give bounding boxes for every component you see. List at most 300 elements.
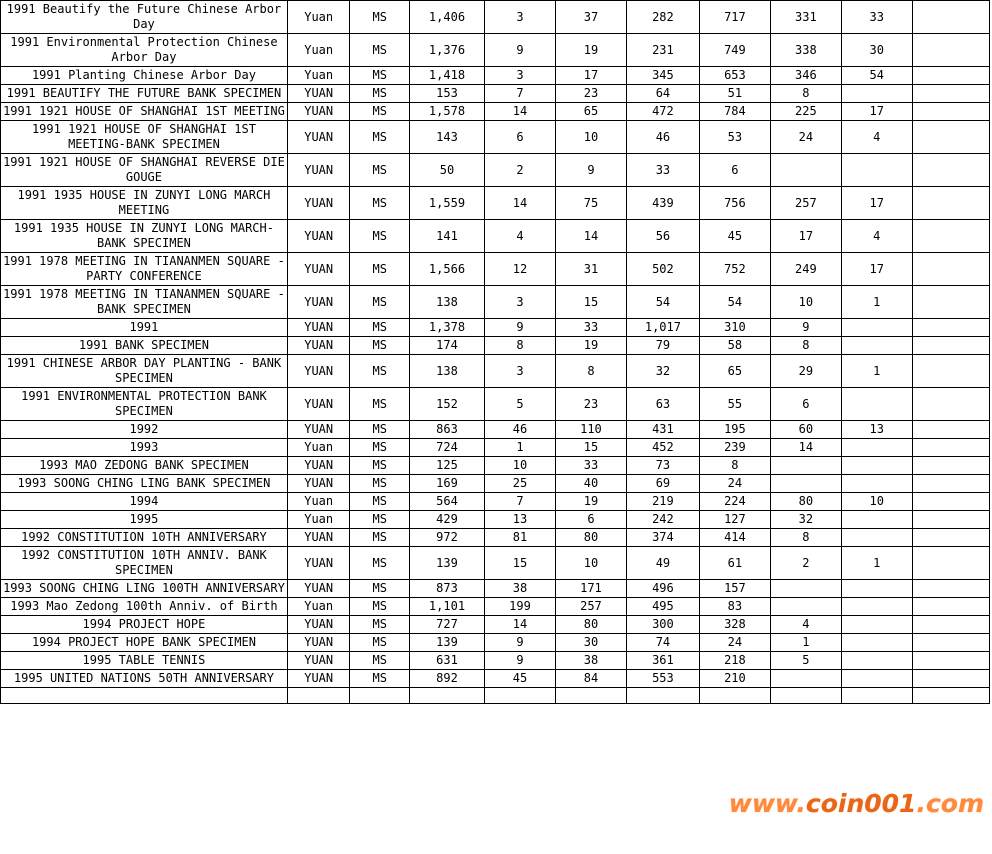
cell-g6: [841, 529, 912, 547]
cell-g7: [912, 457, 989, 475]
cell-g6: [841, 439, 912, 457]
cell-g4: 310: [699, 319, 770, 337]
cell-g3: 282: [626, 1, 699, 34]
cell-g7: [912, 439, 989, 457]
table-row: [1, 547, 990, 580]
cell-g5: 338: [770, 34, 841, 67]
cell-g1: 81: [485, 529, 556, 547]
cell-g7: [912, 547, 989, 580]
cell-g7: [912, 253, 989, 286]
cell-g6: [841, 388, 912, 421]
cell-g7: [912, 337, 989, 355]
cell-description: 1995 TABLE TENNIS: [1, 652, 288, 670]
cell-g6: [841, 85, 912, 103]
cell-g5: 331: [770, 1, 841, 34]
cell-g5: 4: [770, 616, 841, 634]
cell-g3: 64: [626, 85, 699, 103]
cell-denomination: Yuan: [287, 598, 350, 616]
cell-total: 1,378: [409, 319, 484, 337]
cell-description: 1991 1921 HOUSE OF SHANGHAI 1ST MEETING: [1, 103, 288, 121]
cell-denomination: YUAN: [287, 475, 350, 493]
cell-denomination: YUAN: [287, 421, 350, 439]
cell-g4: 414: [699, 529, 770, 547]
cell-g3: 431: [626, 421, 699, 439]
cell-grade_type: MS: [350, 220, 409, 253]
cell-g1: 13: [485, 511, 556, 529]
cell-g3: 54: [626, 286, 699, 319]
cell-g1: 14: [485, 103, 556, 121]
cell-g6: [841, 154, 912, 187]
cell-total: 143: [409, 121, 484, 154]
cell-total: 724: [409, 439, 484, 457]
table-row: [1, 688, 990, 704]
table-row: [1, 220, 990, 253]
cell-g4: 53: [699, 121, 770, 154]
cell-g2: 30: [555, 634, 626, 652]
cell-g6: 33: [841, 1, 912, 34]
cell-total: 153: [409, 85, 484, 103]
cell-g3: 79: [626, 337, 699, 355]
cell-total: 139: [409, 634, 484, 652]
cell-g7: [912, 475, 989, 493]
cell-g2: 19: [555, 337, 626, 355]
cell-g3: 553: [626, 670, 699, 688]
cell-denomination: YUAN: [287, 670, 350, 688]
cell-g1: 9: [485, 652, 556, 670]
watermark-prefix: www.: [728, 789, 806, 818]
cell-g1: 1: [485, 439, 556, 457]
cell-g7: [912, 85, 989, 103]
cell-description: 1994: [1, 493, 288, 511]
cell-grade_type: MS: [350, 103, 409, 121]
cell-g1: [485, 688, 556, 704]
cell-denomination: YUAN: [287, 457, 350, 475]
cell-denomination: YUAN: [287, 388, 350, 421]
table-row: [1, 1, 990, 34]
cell-g5: 8: [770, 85, 841, 103]
cell-g6: 17: [841, 253, 912, 286]
cell-description: 1994 PROJECT HOPE BANK SPECIMEN: [1, 634, 288, 652]
cell-g7: [912, 421, 989, 439]
cell-description: 1992 CONSTITUTION 10TH ANNIVERSARY: [1, 529, 288, 547]
cell-total: 863: [409, 421, 484, 439]
cell-g5: 8: [770, 337, 841, 355]
cell-g2: 9: [555, 154, 626, 187]
cell-description: 1994 PROJECT HOPE: [1, 616, 288, 634]
cell-g5: 6: [770, 388, 841, 421]
cell-g2: 33: [555, 457, 626, 475]
cell-g4: 756: [699, 187, 770, 220]
cell-g2: 33: [555, 319, 626, 337]
cell-g6: 13: [841, 421, 912, 439]
cell-g3: 49: [626, 547, 699, 580]
cell-g7: [912, 493, 989, 511]
cell-g2: [555, 688, 626, 704]
cell-denomination: Yuan: [287, 493, 350, 511]
cell-g2: 80: [555, 529, 626, 547]
cell-g7: [912, 1, 989, 34]
cell-g5: 29: [770, 355, 841, 388]
table-row: [1, 34, 990, 67]
cell-denomination: YUAN: [287, 652, 350, 670]
table-row: [1, 319, 990, 337]
cell-g7: [912, 67, 989, 85]
cell-g6: [841, 319, 912, 337]
cell-g2: 84: [555, 670, 626, 688]
table-body: [1, 1, 990, 704]
cell-grade_type: MS: [350, 286, 409, 319]
cell-denomination: YUAN: [287, 337, 350, 355]
cell-g4: 54: [699, 286, 770, 319]
cell-grade_type: MS: [350, 187, 409, 220]
cell-grade_type: MS: [350, 529, 409, 547]
cell-denomination: YUAN: [287, 154, 350, 187]
cell-description: 1993: [1, 439, 288, 457]
cell-g4: 195: [699, 421, 770, 439]
cell-g5: 14: [770, 439, 841, 457]
cell-total: 1,418: [409, 67, 484, 85]
cell-description: 1993 SOONG CHING LING BANK SPECIMEN: [1, 475, 288, 493]
cell-g6: [841, 670, 912, 688]
cell-description: 1991 1978 MEETING IN TIANANMEN SQUARE - BANK SPECIMEN: [1, 286, 288, 319]
table-row: [1, 253, 990, 286]
cell-description: 1991 BANK SPECIMEN: [1, 337, 288, 355]
cell-g1: 38: [485, 580, 556, 598]
cell-g2: 37: [555, 1, 626, 34]
cell-g1: 7: [485, 85, 556, 103]
cell-denomination: YUAN: [287, 121, 350, 154]
cell-g6: [841, 616, 912, 634]
cell-g7: [912, 616, 989, 634]
cell-g4: 749: [699, 34, 770, 67]
watermark: [729, 789, 984, 818]
cell-g4: 61: [699, 547, 770, 580]
table-row: [1, 286, 990, 319]
cell-g5: [770, 475, 841, 493]
cell-total: 138: [409, 286, 484, 319]
cell-g4: 157: [699, 580, 770, 598]
cell-g6: 17: [841, 103, 912, 121]
table-row: [1, 388, 990, 421]
cell-g7: [912, 670, 989, 688]
cell-denomination: Yuan: [287, 511, 350, 529]
cell-grade_type: MS: [350, 67, 409, 85]
cell-g2: 31: [555, 253, 626, 286]
cell-grade_type: MS: [350, 154, 409, 187]
cell-g3: [626, 688, 699, 704]
table-row: [1, 598, 990, 616]
cell-description: 1993 MAO ZEDONG BANK SPECIMEN: [1, 457, 288, 475]
cell-grade_type: MS: [350, 547, 409, 580]
cell-g1: 5: [485, 388, 556, 421]
cell-g3: 452: [626, 439, 699, 457]
cell-g2: 15: [555, 286, 626, 319]
cell-g3: 69: [626, 475, 699, 493]
cell-total: 892: [409, 670, 484, 688]
table-row: [1, 421, 990, 439]
cell-g6: 1: [841, 547, 912, 580]
cell-g1: 10: [485, 457, 556, 475]
cell-g1: 15: [485, 547, 556, 580]
cell-g2: 19: [555, 493, 626, 511]
cell-g7: [912, 154, 989, 187]
cell-g2: 8: [555, 355, 626, 388]
cell-g3: 231: [626, 34, 699, 67]
cell-g4: 127: [699, 511, 770, 529]
cell-g4: 239: [699, 439, 770, 457]
cell-total: 1,559: [409, 187, 484, 220]
cell-description: 1993 SOONG CHING LING 100TH ANNIVERSARY: [1, 580, 288, 598]
cell-total: 50: [409, 154, 484, 187]
cell-denomination: Yuan: [287, 34, 350, 67]
cell-grade_type: MS: [350, 1, 409, 34]
cell-g4: 328: [699, 616, 770, 634]
cell-g5: [770, 670, 841, 688]
cell-g3: 219: [626, 493, 699, 511]
cell-g2: 23: [555, 85, 626, 103]
cell-total: 125: [409, 457, 484, 475]
cell-g5: 80: [770, 493, 841, 511]
cell-denomination: YUAN: [287, 187, 350, 220]
cell-g6: 4: [841, 121, 912, 154]
cell-g5: 225: [770, 103, 841, 121]
cell-g1: 9: [485, 319, 556, 337]
cell-g5: 9: [770, 319, 841, 337]
cell-g4: [699, 688, 770, 704]
cell-g2: 40: [555, 475, 626, 493]
cell-grade_type: MS: [350, 253, 409, 286]
table-row: [1, 493, 990, 511]
cell-g4: 210: [699, 670, 770, 688]
cell-g1: 46: [485, 421, 556, 439]
cell-g1: 3: [485, 286, 556, 319]
cell-g4: 784: [699, 103, 770, 121]
cell-g3: 496: [626, 580, 699, 598]
cell-description: 1991: [1, 319, 288, 337]
cell-g5: 346: [770, 67, 841, 85]
cell-description: 1992 CONSTITUTION 10TH ANNIV. BANK SPECIMEN: [1, 547, 288, 580]
cell-g5: 5: [770, 652, 841, 670]
cell-g3: 32: [626, 355, 699, 388]
cell-g6: [841, 511, 912, 529]
cell-grade_type: MS: [350, 85, 409, 103]
cell-g7: [912, 319, 989, 337]
cell-g4: 224: [699, 493, 770, 511]
cell-g6: 1: [841, 355, 912, 388]
cell-description: 1991 1921 HOUSE OF SHANGHAI REVERSE DIE GOUGE: [1, 154, 288, 187]
cell-grade_type: MS: [350, 421, 409, 439]
table-row: [1, 511, 990, 529]
cell-g5: 24: [770, 121, 841, 154]
cell-g3: 300: [626, 616, 699, 634]
cell-total: 727: [409, 616, 484, 634]
cell-grade_type: MS: [350, 34, 409, 67]
table-row: [1, 187, 990, 220]
cell-g2: 80: [555, 616, 626, 634]
cell-total: 138: [409, 355, 484, 388]
cell-g4: 717: [699, 1, 770, 34]
cell-total: 564: [409, 493, 484, 511]
cell-denomination: YUAN: [287, 529, 350, 547]
cell-g7: [912, 598, 989, 616]
table-row: [1, 337, 990, 355]
cell-g1: 6: [485, 121, 556, 154]
cell-total: 169: [409, 475, 484, 493]
cell-g3: 502: [626, 253, 699, 286]
cell-g7: [912, 388, 989, 421]
table-row: [1, 103, 990, 121]
cell-grade_type: MS: [350, 670, 409, 688]
cell-g1: 199: [485, 598, 556, 616]
cell-description: 1991 BEAUTIFY THE FUTURE BANK SPECIMEN: [1, 85, 288, 103]
cell-g5: 10: [770, 286, 841, 319]
cell-grade_type: MS: [350, 121, 409, 154]
cell-g5: [770, 457, 841, 475]
cell-g1: 14: [485, 616, 556, 634]
cell-g4: 752: [699, 253, 770, 286]
cell-grade_type: MS: [350, 616, 409, 634]
cell-total: 1,101: [409, 598, 484, 616]
cell-g1: 9: [485, 634, 556, 652]
cell-denomination: YUAN: [287, 319, 350, 337]
cell-g3: 242: [626, 511, 699, 529]
cell-g3: 46: [626, 121, 699, 154]
cell-grade_type: MS: [350, 388, 409, 421]
cell-g4: 653: [699, 67, 770, 85]
cell-total: 1,578: [409, 103, 484, 121]
cell-denomination: YUAN: [287, 253, 350, 286]
cell-g1: 9: [485, 34, 556, 67]
cell-denomination: YUAN: [287, 547, 350, 580]
cell-g6: 4: [841, 220, 912, 253]
cell-g7: [912, 580, 989, 598]
table-row: [1, 439, 990, 457]
table-row: [1, 154, 990, 187]
cell-g6: 10: [841, 493, 912, 511]
cell-g3: 361: [626, 652, 699, 670]
cell-g5: [770, 154, 841, 187]
cell-denomination: YUAN: [287, 634, 350, 652]
table-row: [1, 355, 990, 388]
cell-grade_type: MS: [350, 634, 409, 652]
cell-g6: 1: [841, 286, 912, 319]
cell-description: [1, 688, 288, 704]
cell-g7: [912, 187, 989, 220]
cell-g1: 12: [485, 253, 556, 286]
cell-g3: 439: [626, 187, 699, 220]
cell-g6: 17: [841, 187, 912, 220]
cell-grade_type: MS: [350, 598, 409, 616]
cell-g1: 7: [485, 493, 556, 511]
cell-g3: 1,017: [626, 319, 699, 337]
cell-denomination: YUAN: [287, 355, 350, 388]
table-row: [1, 634, 990, 652]
cell-description: 1991 Environmental Protection Chinese Arbor Day: [1, 34, 288, 67]
cell-denomination: YUAN: [287, 616, 350, 634]
cell-total: 174: [409, 337, 484, 355]
table-row: [1, 616, 990, 634]
cell-denomination: YUAN: [287, 286, 350, 319]
cell-g1: 3: [485, 1, 556, 34]
cell-g1: 25: [485, 475, 556, 493]
cell-g1: 3: [485, 67, 556, 85]
cell-g3: 74: [626, 634, 699, 652]
cell-g1: 14: [485, 187, 556, 220]
cell-grade_type: MS: [350, 511, 409, 529]
cell-g6: 30: [841, 34, 912, 67]
cell-description: 1991 Beautify the Future Chinese Arbor Day: [1, 1, 288, 34]
cell-grade_type: MS: [350, 580, 409, 598]
table-row: [1, 85, 990, 103]
cell-g2: 38: [555, 652, 626, 670]
cell-g4: 24: [699, 634, 770, 652]
cell-g2: 110: [555, 421, 626, 439]
table-row: [1, 457, 990, 475]
cell-denomination: YUAN: [287, 580, 350, 598]
table-row: [1, 580, 990, 598]
cell-denomination: YUAN: [287, 220, 350, 253]
cell-g4: 58: [699, 337, 770, 355]
cell-g7: [912, 652, 989, 670]
cell-g6: 54: [841, 67, 912, 85]
cell-denomination: Yuan: [287, 439, 350, 457]
watermark-suffix: .com: [916, 789, 984, 818]
cell-description: 1991 1935 HOUSE IN ZUNYI LONG MARCH MEETING: [1, 187, 288, 220]
cell-g7: [912, 688, 989, 704]
cell-g3: 73: [626, 457, 699, 475]
cell-denomination: YUAN: [287, 85, 350, 103]
cell-denomination: Yuan: [287, 1, 350, 34]
cell-g2: 15: [555, 439, 626, 457]
cell-description: 1991 1978 MEETING IN TIANANMEN SQUARE - PARTY CONFERENCE: [1, 253, 288, 286]
cell-g4: 8: [699, 457, 770, 475]
cell-g7: [912, 103, 989, 121]
cell-description: 1995: [1, 511, 288, 529]
cell-g6: [841, 634, 912, 652]
cell-g7: [912, 220, 989, 253]
cell-g6: [841, 652, 912, 670]
cell-g5: 1: [770, 634, 841, 652]
table-row: [1, 529, 990, 547]
cell-g4: 218: [699, 652, 770, 670]
cell-g5: 2: [770, 547, 841, 580]
cell-g2: 257: [555, 598, 626, 616]
cell-g2: 10: [555, 121, 626, 154]
cell-g5: 60: [770, 421, 841, 439]
cell-description: 1995 UNITED NATIONS 50TH ANNIVERSARY: [1, 670, 288, 688]
cell-g2: 23: [555, 388, 626, 421]
cell-grade_type: MS: [350, 319, 409, 337]
cell-g5: 257: [770, 187, 841, 220]
cell-g4: 83: [699, 598, 770, 616]
cell-g5: 249: [770, 253, 841, 286]
cell-g2: 17: [555, 67, 626, 85]
cell-g3: 33: [626, 154, 699, 187]
cell-g5: [770, 688, 841, 704]
cell-grade_type: MS: [350, 355, 409, 388]
table-row: [1, 670, 990, 688]
cell-g2: 75: [555, 187, 626, 220]
cell-g2: 6: [555, 511, 626, 529]
cell-total: 152: [409, 388, 484, 421]
cell-description: 1991 CHINESE ARBOR DAY PLANTING - BANK SPECIMEN: [1, 355, 288, 388]
cell-grade_type: MS: [350, 493, 409, 511]
cell-grade_type: MS: [350, 439, 409, 457]
cell-g1: 3: [485, 355, 556, 388]
cell-g7: [912, 529, 989, 547]
cell-g1: 8: [485, 337, 556, 355]
cell-g4: 65: [699, 355, 770, 388]
